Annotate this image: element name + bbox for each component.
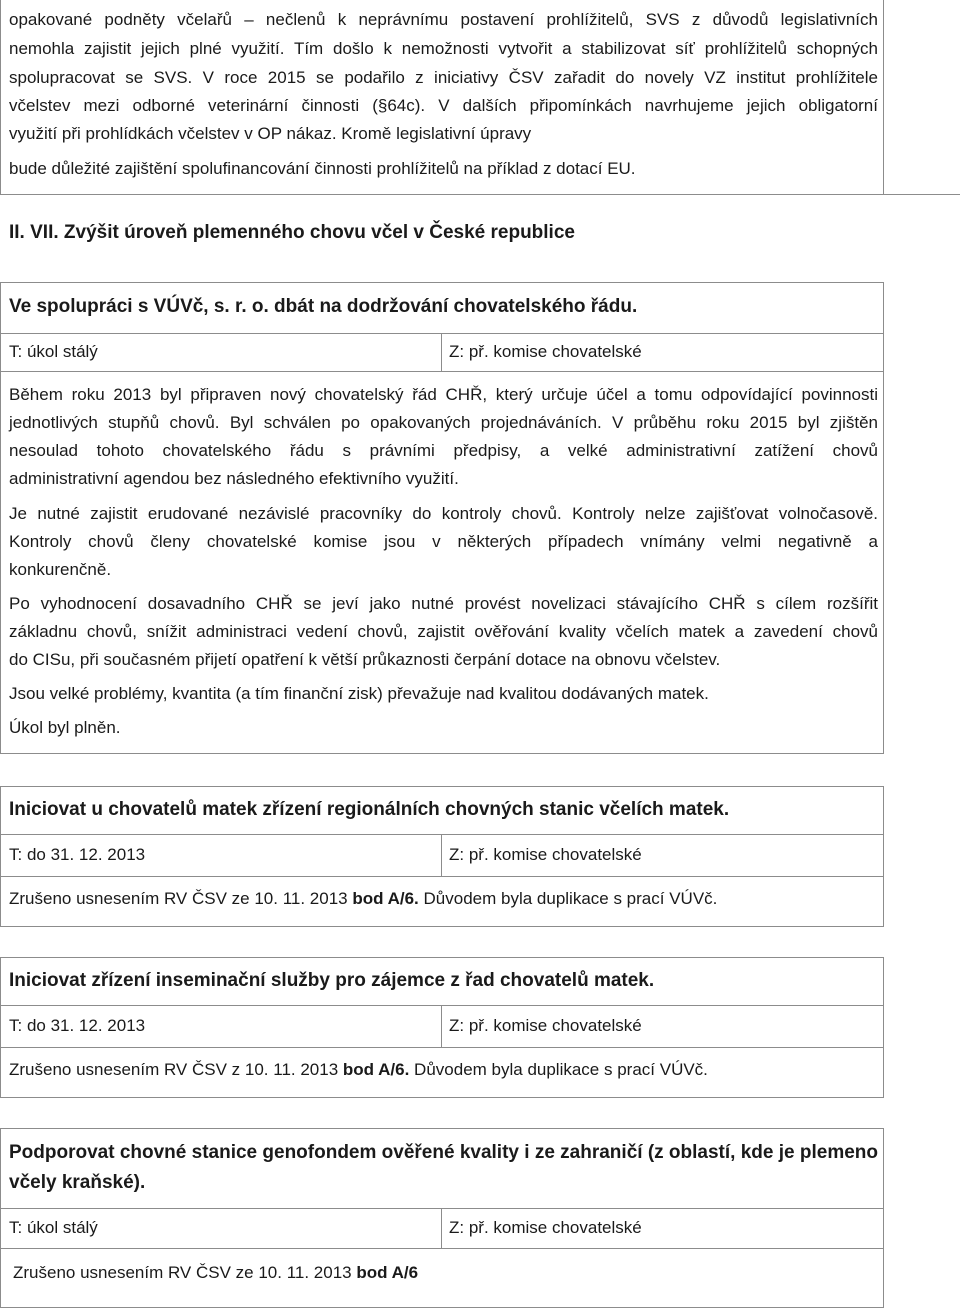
task-2-term: T: do 31. 12. 2013 bbox=[9, 845, 146, 864]
top-line-2: nemohla zajistit jejich plné využití. Tím došlo k nemožnosti vytvořit a stabilizovat síť prohlížitelů schopných bbox=[9, 39, 878, 58]
task-1-col-sep bbox=[441, 333, 442, 371]
task-3-note bbox=[9, 1056, 708, 1084]
task-1-term: T: úkol stálý bbox=[9, 342, 98, 361]
task-1-status: Úkol byl plněn. bbox=[9, 718, 121, 737]
top-line-4: včelstev mezi odborné veterinární činnosti (§64c). V dalších připomínkách navrhujeme jejich obligatorní bbox=[9, 96, 878, 115]
task-4-responsible: Z: př. komise chovatelské bbox=[449, 1218, 642, 1237]
task-1-line-2: jednotlivých stupňů chovů. Byl schválen po opakovaných projednáváních. V průběhu roku 2015 byl zjištěn bbox=[9, 413, 878, 432]
task-4-note-ref: bod A/6 bbox=[356, 1263, 419, 1282]
task-2-responsible: Z: př. komise chovatelské bbox=[449, 845, 642, 864]
task-2-sep-b bbox=[0, 876, 884, 877]
task-4-term: T: úkol stálý bbox=[9, 1218, 98, 1237]
task-2-note-ref: bod A/6. bbox=[352, 889, 419, 908]
task-3-responsible: Z: př. komise chovatelské bbox=[449, 1016, 642, 1035]
section-title: II. VII. Zvýšit úroveň plemenného chovu včel v České republice bbox=[9, 222, 575, 243]
task-1-line-11: Jsou velké problémy, kvantita (a tím finanční zisk) převažuje nad kvalitou dodávaných matek. bbox=[9, 684, 709, 703]
task-2-heading: Iniciovat u chovatelů matek zřízení regionálních chovných stanic včelích matek. bbox=[9, 799, 730, 820]
task-1-responsible: Z: př. komise chovatelské bbox=[449, 342, 642, 361]
task-2-col-sep bbox=[441, 834, 442, 876]
task-3-note-ref: bod A/6. bbox=[342, 1060, 410, 1079]
task-3-term: T: do 31. 12. 2013 bbox=[9, 1016, 146, 1035]
task-3-note-c: Důvodem byla duplikace s prací VÚVč. bbox=[409, 1060, 708, 1079]
task-3-heading: Iniciovat zřízení inseminační služby pro zájemce z řad chovatelů matek. bbox=[9, 970, 655, 991]
task-2-note-c: Důvodem byla duplikace s prací VÚVč. bbox=[418, 889, 718, 908]
task-4-col-sep bbox=[441, 1208, 442, 1248]
task-1-line-10: do CISu, při současném přijetí opatření k větší průkaznosti čerpání dotace na obnovu včelstev. bbox=[9, 650, 721, 669]
task-1-line-4: administrativní agendou bez následného efektivního využití. bbox=[9, 469, 459, 488]
task-1-line-9: základnu chovů, snížit administraci vedení chovů, zajistit ověřování kvality včelích matek a zavedení chovů bbox=[9, 622, 878, 641]
task-2-sep-a bbox=[0, 834, 884, 835]
task-1-sep-a bbox=[0, 333, 884, 334]
task-4-sep-b bbox=[0, 1248, 884, 1249]
task-1-line-6: Kontroly chovů členy chovatelské komise jsou v některých případech vnímány velmi negativně a bbox=[9, 532, 878, 551]
task-2-note-a: Zrušeno usnesením RV ČSV ze 10. 11. 2013 bbox=[9, 889, 353, 908]
task-4-note bbox=[13, 1259, 418, 1287]
task-3-note-a: Zrušeno usnesením RV ČSV z 10. 11. 2013 bbox=[9, 1060, 343, 1079]
task-1-line-1: Během roku 2013 byl připraven nový chovatelský řád CHŘ, který určuje účel a tomu odpovídající povinnosti bbox=[9, 385, 878, 404]
task-1-line-8: Po vyhodnocení dosavadního CHŘ se jeví jako nutné provést novelizaci stávajícího CHŘ s cílem rozšířit bbox=[9, 594, 878, 613]
top-box-divider bbox=[883, 0, 884, 194]
task-1-sep-b bbox=[0, 371, 884, 372]
task-1-line-5: Je nutné zajistit erudované nezávislé pracovníky do kontroly chovů. Kontroly nelze zajišťovat volnočasově. bbox=[9, 504, 878, 523]
task-3-sep-b bbox=[0, 1047, 884, 1048]
task-2-note bbox=[9, 885, 717, 913]
top-line-5: využití při prohlídkách včelstev v OP nákaz. Kromě legislativní úpravy bbox=[9, 124, 532, 143]
task-3-sep-a bbox=[0, 1005, 884, 1006]
top-line-6: bude důležité zajištění spolufinancování činnosti prohlížitelů na příklad z dotací EU. bbox=[9, 159, 636, 178]
task-3-col-sep bbox=[441, 1005, 442, 1047]
task-4-heading-1: Podporovat chovné stanice genofondem ověřené kvality i ze zahraničí (z oblastí, kde je plemeno bbox=[9, 1142, 878, 1163]
task-1-line-3: nesoulad tohoto chovatelského řádu s právními předpisy, a velké administrativní zatížení chovů bbox=[9, 441, 878, 460]
task-4-note-a: Zrušeno usnesením RV ČSV ze 10. 11. 2013 bbox=[13, 1263, 357, 1282]
task-4-heading-2: včely kraňské). bbox=[9, 1172, 146, 1193]
task-1-line-7: konkurenčně. bbox=[9, 560, 112, 579]
task-4-sep-a bbox=[0, 1208, 884, 1209]
task-1-heading: Ve spolupráci s VÚVč, s. r. o. dbát na dodržování chovatelského řádu. bbox=[9, 296, 638, 317]
top-line-3: spolupracovat se SVS. V roce 2015 se podařilo z iniciativy ČSV zařadit do novely VZ institut prohlížitele bbox=[9, 68, 878, 87]
top-line-1: opakované podněty včelařů – nečlenů k neprávnímu postavení prohlížitelů, SVS z důvodů legislativních bbox=[9, 10, 878, 29]
